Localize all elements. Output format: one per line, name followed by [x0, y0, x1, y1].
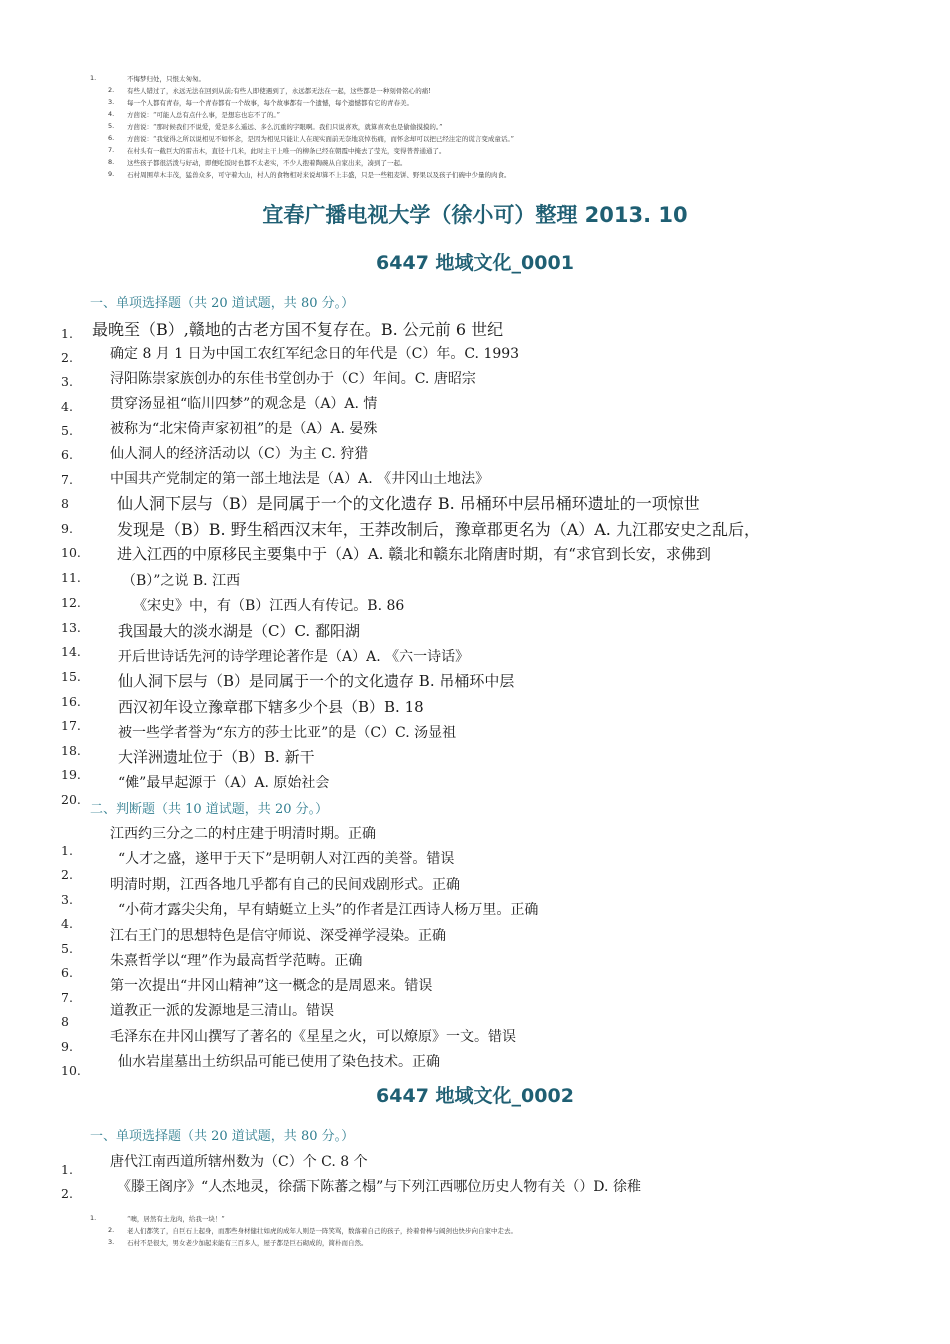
question-number: 6. [61, 965, 73, 980]
question-text: 我国最大的淡水湖是（C）C. 鄱阳湖 [118, 622, 360, 640]
exam-heading-0002: 6447 地域文化_0002 [376, 1085, 574, 1107]
question-number: 11. [61, 570, 81, 585]
question-text: 《宋史》中，有（B）江西人有传记。B. 86 [133, 598, 405, 614]
note-text: 每一个人都有青春，每一个青春都有一个故事，每个故事都有一个遗憾，每个遗憾都有它的青春美。 [127, 99, 413, 107]
question-text: 确定 8 月 1 日为中国工农红军纪念日的年代是（C）年。C. 1993 [110, 346, 520, 362]
note-number: 9. [108, 170, 115, 178]
question-number: 5. [61, 941, 73, 956]
question-text: 第一次提出“井冈山精神”这一概念的是周恩来。错误 [110, 978, 433, 994]
question-number: 1. [61, 843, 73, 858]
question-number: 3. [61, 374, 73, 389]
question-number: 2. [61, 1186, 73, 1201]
question-number: 7. [61, 472, 73, 487]
note-number: 5. [108, 122, 115, 130]
question-text: 江西约三分之二的村庄建于明清时期。正确 [110, 826, 376, 842]
question-number: 5. [61, 423, 73, 438]
question-text: 开后世诗话先河的诗学理论著作是（A）A. 《六一诗话》 [118, 649, 470, 665]
section-single-choice: 一、单项选择题（共 20 道试题，共 80 分。） [90, 296, 355, 311]
question-text: （B）”之说 B. 江西 [122, 573, 241, 589]
question-text: 大洋洲遗址位于（B）B. 新干 [118, 748, 315, 766]
question-text: 仙水岩崖墓出土纺织品可能已使用了染色技术。正确 [118, 1054, 440, 1070]
question-text: 仙人洞人的经济活动以（C）为主 C. 狩猎 [110, 446, 369, 462]
question-number: 7. [61, 990, 73, 1005]
question-number: 9. [61, 1039, 73, 1054]
question-text: 最晚至（B）,赣地的古老方国不复存在。B. 公元前 6 世纪 [92, 320, 504, 339]
question-number: 10. [61, 1063, 81, 1078]
main-title: 宜春广播电视大学（徐小可）整理 2013. 10 [262, 203, 688, 227]
note-number: 1. [90, 74, 97, 82]
question-number: 9. [61, 521, 73, 536]
note-number: 1. [90, 1214, 97, 1222]
note-number: 4. [108, 110, 115, 118]
question-number: 15. [61, 669, 81, 684]
note-text: 老人们都笑了，自巨石上起身，而那些身材健壮如虎的成年人则是一阵笑骂，数落着自己的孩子，拎着骨棒与阔剑也快步向自家中走去。 [127, 1227, 517, 1235]
question-number: 14. [61, 644, 81, 659]
question-text: 贯穿汤显祖“临川四梦”的观念是（A）A. 情 [110, 396, 378, 412]
note-number: 3. [108, 1238, 115, 1246]
question-text: 道教正一派的发源地是三清山。错误 [110, 1003, 334, 1019]
question-number: 1. [61, 326, 73, 341]
note-text: 石村不是很大，男女老少加起来能有三百多人，屋子都是巨石砌成的，简朴而自然。 [127, 1239, 368, 1247]
question-number: 4. [61, 916, 73, 931]
note-text: 不悔梦归处，只恨太匆匆。 [127, 75, 205, 83]
question-text: 被一些学者誉为“东方的莎士比亚”的是（C）C. 汤显祖 [118, 725, 457, 741]
question-number: 8 [61, 1014, 69, 1029]
question-number: 12. [61, 595, 81, 610]
question-text: 仙人洞下层与（B）是同属于一个的文化遗存 B. 吊桶环中层 [118, 672, 515, 690]
note-number: 2. [108, 1226, 115, 1234]
note-number: 3. [108, 98, 115, 106]
question-number: 18. [61, 743, 81, 758]
note-text: 方茴说：“我觉得之所以说相见不如怀念，是因为相见只能让人在现实面前无奈地哀悼伤痛，而怀念却可以把已经注定的谎言变成童话。” [127, 135, 514, 143]
question-number: 17. [61, 718, 81, 733]
note-text: “噢，居然有土龙肉，给我一块！” [127, 1215, 225, 1223]
section-true-false: 二、判断题（共 10 道试题，共 20 分。） [90, 802, 329, 817]
question-number: 16. [61, 694, 81, 709]
question-number: 10. [61, 545, 81, 560]
question-number: 2. [61, 867, 73, 882]
question-text: 西汉初年设立豫章郡下辖多少个县（B）B. 18 [118, 698, 424, 716]
question-text: 毛泽东在井冈山撰写了著名的《星星之火，可以燎原》一文。错误 [110, 1029, 516, 1045]
question-number: 6. [61, 447, 73, 462]
question-text: 进入江西的中原移民主要集中于（A）A. 赣北和赣东北隋唐时期，有“求官到长安，求佛到 [117, 545, 711, 563]
question-text: “人才之盛，遂甲于天下”是明朝人对江西的美誉。错误 [118, 851, 455, 867]
question-text: 明清时期，江西各地几乎都有自己的民间戏剧形式。正确 [110, 877, 460, 893]
question-text: 被称为“北宋倚声家初祖”的是（A）A. 晏殊 [110, 421, 378, 437]
question-text: 《滕王阁序》“人杰地灵，徐孺下陈蕃之榻”与下列江西哪位历史人物有关（）D. 徐稚 [117, 1179, 641, 1195]
note-number: 7. [108, 146, 115, 154]
question-number: 1. [61, 1162, 73, 1177]
note-text: 有些人错过了，永远无法在回到从前;有些人即使遇到了，永远都无法在一起，这些都是一种刻骨铭心的痛! [127, 87, 431, 95]
question-number: 4. [61, 399, 73, 414]
question-text: 朱熹哲学以“理”作为最高哲学范畴。正确 [110, 953, 363, 969]
question-text: “小荷才露尖尖角，早有蜻蜓立上头”的作者是江西诗人杨万里。正确 [118, 902, 539, 918]
note-number: 8. [108, 158, 115, 166]
question-number: 19. [61, 767, 81, 782]
question-text: 仙人洞下层与（B）是同属于一个的文化遗存 B. 吊桶环中层吊桶环遗址的一项惊世 [117, 494, 700, 513]
question-number: 20. [61, 792, 81, 807]
question-text: 浔阳陈崇家族创办的东佳书堂创办于（C）年间。C. 唐昭宗 [110, 371, 476, 387]
note-text: 在村头有一截巨大的雷击木，直径十几米，此时主干上唯一的柳条已经在朝霞中掩去了莹光，变得普普通通了。 [127, 147, 446, 155]
question-number: 2. [61, 350, 73, 365]
note-text: 方茴说：“那时候我们不说爱，爱是多么遥远、多么沉重的字眼啊。我们只说喜欢，就算喜欢也是偷偷摸摸的。” [127, 123, 443, 131]
section-single-choice-2: 一、单项选择题（共 20 道试题，共 80 分。） [90, 1129, 355, 1144]
note-text: 这些孩子都很活泼与好动，即便吃饭时也都不太老实，不少人抱着陶碗从自家出来，凑到了一起。 [127, 159, 407, 167]
question-text: “傩”最早起源于（A）A. 原始社会 [118, 775, 330, 791]
note-text: 石村周围草木丰茂，猛兽众多，可守着大山，村人的食物相对来说却算不上丰盛，只是一些粗麦饼、野果以及孩子们碗中少量的肉食。 [127, 171, 511, 179]
question-text: 江右王门的思想特色是信守师说、深受禅学浸染。正确 [110, 928, 446, 944]
note-number: 2. [108, 86, 115, 94]
exam-heading-0001: 6447 地域文化_0001 [376, 252, 574, 274]
note-text: 方茴说：“可能人总有点什么事，是想忘也忘不了的。” [127, 111, 280, 119]
question-number: 8 [61, 496, 69, 511]
question-text: 发现是（B）B. 野生稻西汉末年，王莽改制后，豫章郡更名为（A）A. 九江郡安史之乱后， [117, 520, 760, 539]
note-number: 6. [108, 134, 115, 142]
question-text: 中国共产党制定的第一部土地法是（A）A. 《井冈山土地法》 [110, 471, 490, 487]
question-text: 唐代江南西道所辖州数为（C）个 C. 8 个 [110, 1154, 368, 1170]
question-number: 3. [61, 892, 73, 907]
question-number: 13. [61, 620, 81, 635]
